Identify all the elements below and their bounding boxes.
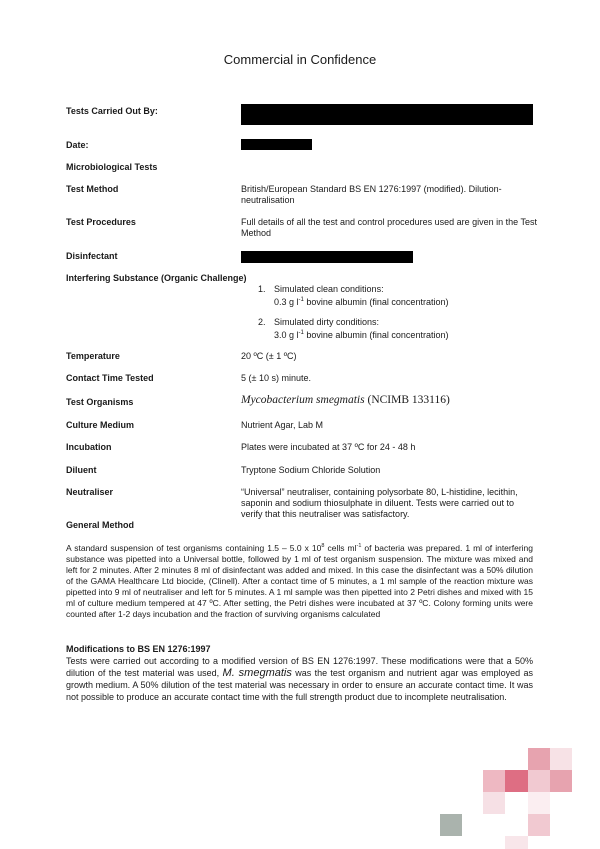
modifications-text-2: was the test organism and nutrient agar was employed as growth medium. A 50% dilution of the test material was necessary in order to ensure an accurate contact time. It was not possible to produce an accurate contact time with the full strength product due to incomplete neutralisation.: [66, 668, 533, 702]
clean-num: 1.: [258, 284, 266, 294]
general-text-1: A standard suspension of test organisms containing 1.5 – 5.0 x 10: [66, 542, 322, 553]
diluent-value: Tryptone Sodium Chloride Solution: [241, 465, 381, 475]
general-sup-1: 8: [321, 543, 325, 549]
redacted-disinfectant: [241, 251, 413, 263]
dirty-sup: -1: [298, 330, 304, 336]
dirty-title: Simulated dirty conditions:: [274, 317, 380, 327]
neutraliser-value: “Universal” neutraliser, containing polysorbate 80, L-histidine, lecithin, saponin and sodium thiosulphate in diluent. Tests were carried out to verify that this neutraliser was satisfactory.: [241, 487, 518, 519]
incubation-label: Incubation: [66, 442, 112, 452]
watermark-square: [528, 748, 550, 770]
diluent-label: Diluent: [66, 465, 97, 475]
watermark-square: [550, 770, 572, 792]
interfering-label: Interfering Substance (Organic Challenge): [66, 273, 247, 283]
temperature-label: Temperature: [66, 351, 120, 361]
redacted-tests-by: [241, 104, 533, 125]
dirty-num: 2.: [258, 317, 266, 327]
clean-conditions-item: [258, 284, 448, 308]
dirty-value: 3.0 g l: [274, 330, 299, 340]
test-organisms-label: Test Organisms: [66, 397, 134, 407]
incubation-value: Plates were incubated at 37 ºC for 24 - 48 h: [241, 442, 416, 452]
modifications-italic: M. smegmatis: [222, 667, 292, 679]
watermark-square: [483, 792, 505, 814]
clean-title: Simulated clean conditions:: [274, 284, 384, 294]
clean-value: 0.3 g l: [274, 297, 299, 307]
watermark-square: [505, 770, 528, 792]
neutraliser-label: Neutraliser: [66, 487, 114, 497]
watermark-square: [483, 770, 505, 792]
dirty-conditions-item: [258, 317, 448, 341]
test-procedures-label: Test Procedures: [66, 217, 136, 227]
date-label: Date:: [66, 140, 89, 150]
test-organisms-value: [241, 395, 541, 406]
redacted-date: [241, 139, 312, 150]
culture-medium-label: Culture Medium: [66, 420, 135, 430]
watermark-square: [528, 814, 550, 836]
modifications-label: Modifications to BS EN 1276:1997: [66, 644, 211, 654]
micro-tests-label: Microbiological Tests: [66, 162, 158, 172]
culture-medium-value: Nutrient Agar, Lab M: [241, 420, 324, 430]
general-method-paragraph: [66, 541, 533, 620]
watermark-square: [550, 748, 572, 770]
watermark-square: [528, 770, 550, 792]
contact-time-label: Contact Time Tested: [66, 373, 154, 383]
test-method-label: Test Method: [66, 184, 119, 194]
disinfectant-label: Disinfectant: [66, 251, 118, 261]
general-sup-2: -1: [356, 543, 362, 549]
modifications-paragraph: [66, 655, 533, 703]
contact-time-value: 5 (± 10 s) minute.: [241, 373, 311, 383]
general-text-2: cells ml: [324, 542, 357, 553]
general-text-3: of bacteria was prepared. 1 ml of interfering substance was pipetted into a Universal bottle, followed by 1 ml of test organism suspension. The mixture was mixed and left for 2 minutes. After 2 minutes 8 ml of disinfectant was added and mixed. In this case the disinfectant was a 50% dilution of the GAMA Healthcare Ltd biocide, (Clinell). After a contact time of 5 minutes, a 1 ml sample of the reaction mixture was pipetted into 9 ml of neutraliser and left for 5 minutes. A 1 ml sample was then pipetted into 2 Petri dishes and mixed with 15 ml of culture medium tempered at 47 ºC. After setting, the Petri dishes were incubated at 37 ºC. Colony forming units were counted after 1-2 days incubation and the fraction of surviving organisms calculated: [66, 542, 533, 619]
clean-sup: -1: [298, 297, 304, 303]
watermark-square: [528, 792, 550, 814]
modifications-text-1: Tests were carried out according to a modified version of BS EN 1276:1997. These modifications were that a 50% dilution of the test material was used,: [66, 656, 533, 678]
general-method-label: General Method: [66, 520, 135, 530]
temperature-value: 20 ºC (± 1 ºC): [241, 351, 297, 361]
watermark-square: [505, 836, 528, 849]
organism-name: Mycobacterium smegmatis: [241, 394, 365, 406]
page-header: Commercial in Confidence: [223, 52, 377, 67]
test-method-value: British/European Standard BS EN 1276:1997 (modified). Dilution-neutralisation: [241, 184, 502, 205]
test-procedures-value: Full details of all the test and control procedures used are given in the Test Method: [241, 217, 538, 238]
organism-code: (NCIMB 133116): [364, 394, 450, 406]
watermark-square: [440, 814, 462, 836]
tests-by-label: Tests Carried Out By:: [66, 106, 158, 116]
dirty-value-tail: bovine albumin (final concentration): [303, 330, 449, 340]
clean-value-tail: bovine albumin (final concentration): [303, 297, 449, 307]
